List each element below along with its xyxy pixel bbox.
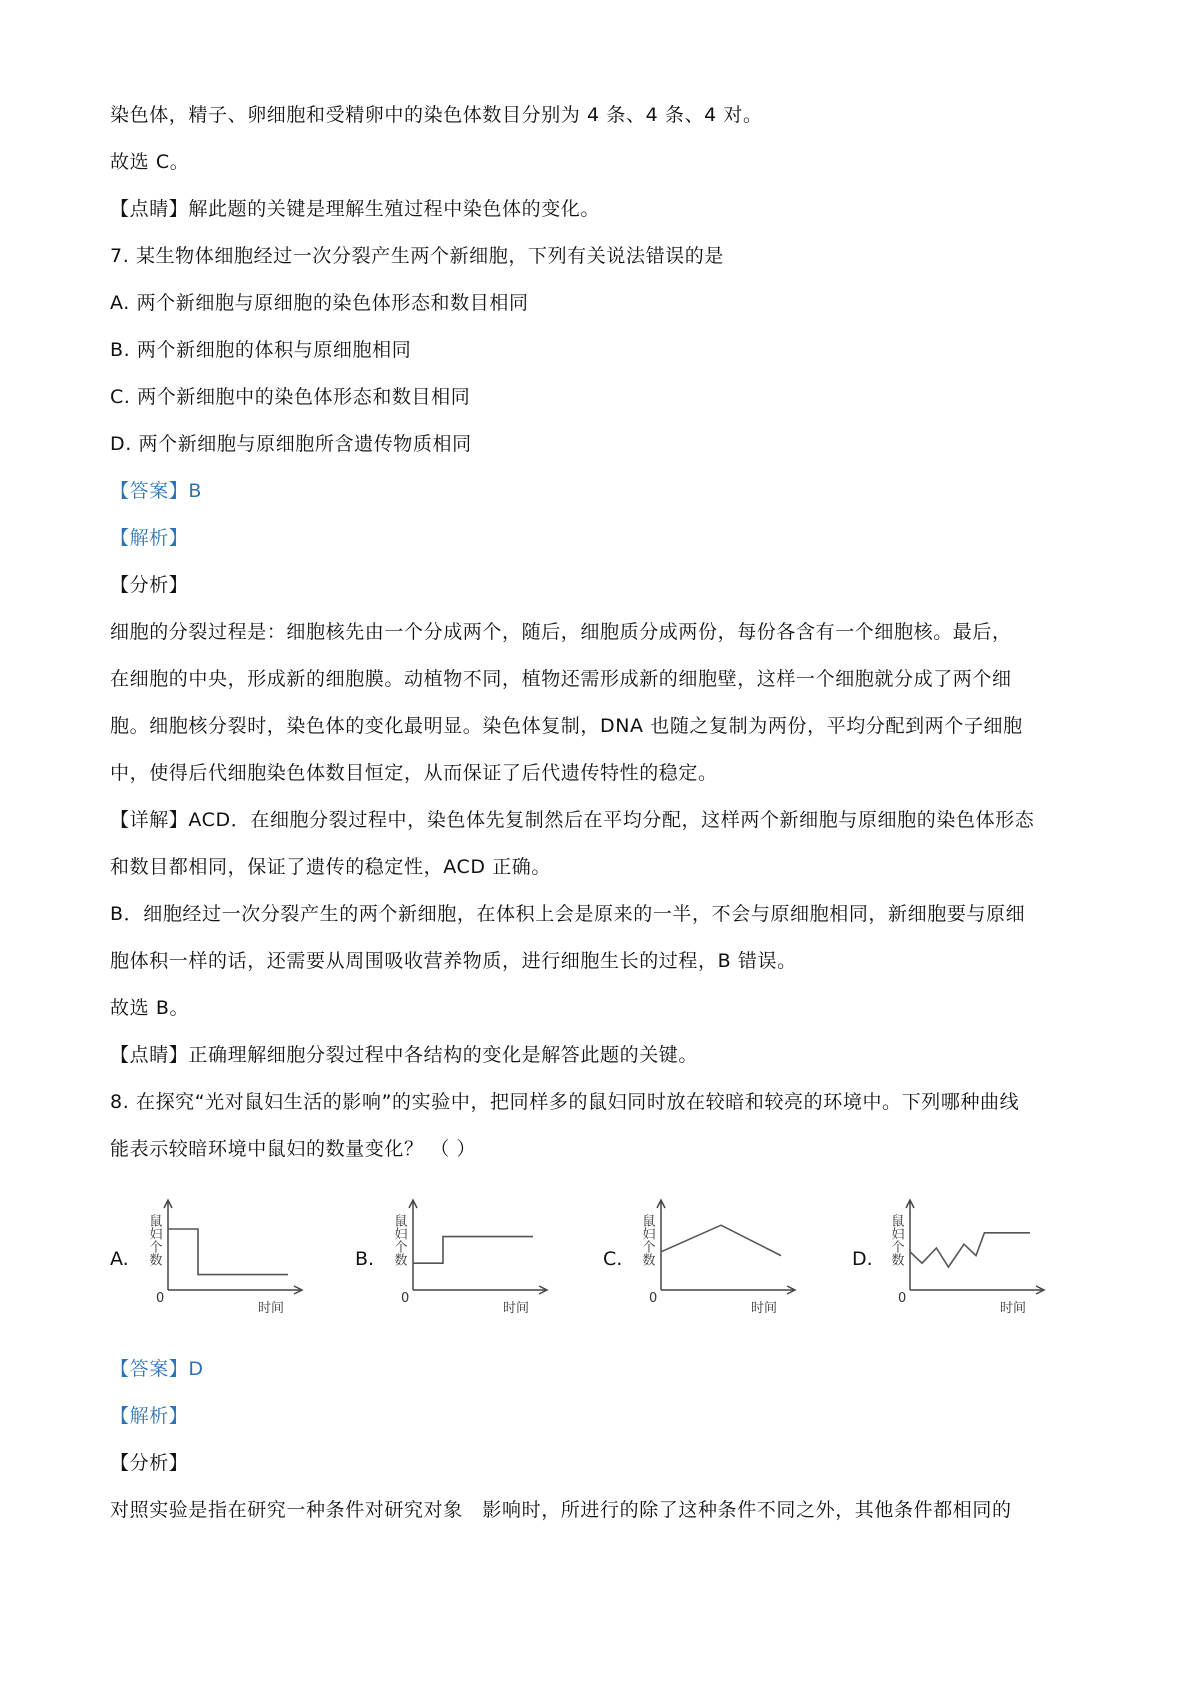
text-line: 故选 C。: [110, 151, 190, 173]
text-line: D. 两个新细胞与原细胞所含遗传物质相同: [110, 433, 472, 455]
graph-a: [140, 1195, 310, 1325]
fenxi-label: 【分析】: [110, 1452, 189, 1474]
text-line: 在细胞的中央，形成新的细胞膜。动植物不同，植物还需形成新的细胞壁，这样一个细胞就分成了两个细: [110, 668, 1012, 690]
text-line: 和数目都相同，保证了遗传的稳定性，ACD 正确。: [110, 856, 552, 878]
graph-d: [882, 1195, 1052, 1325]
text-line: 胞体积一样的话，还需要从周围吸收营养物质，进行细胞生长的过程，B 错误。: [110, 950, 797, 972]
origin-label: 0: [156, 1291, 165, 1306]
text-line: 能表示较暗环境中鼠妇的数量变化？ （ ）: [110, 1138, 477, 1160]
x-axis-label: 时间: [1000, 1301, 1027, 1316]
figure-d: [852, 1195, 1052, 1345]
text-line: 【点睛】解此题的关键是理解生殖过程中染色体的变化。: [110, 198, 601, 220]
text-line: 7. 某生物体细胞经过一次分裂产生两个新细胞，下列有关说法错误的是: [110, 245, 724, 267]
data-line: [413, 1237, 533, 1264]
analysis-label: 【解析】: [110, 1405, 189, 1427]
text-line: 【答案】B: [110, 480, 203, 502]
paragraph-line: 对照实验是指在研究一种条件对研究对象 影响时，所进行的除了这种条件不同之外，其他条件都相同的: [110, 1499, 1012, 1521]
origin-label: 0: [898, 1291, 907, 1306]
y-axis-label: 鼠妇个数: [639, 1214, 655, 1266]
data-line: [168, 1229, 288, 1275]
figure-label: C.: [603, 1248, 623, 1270]
figure-label: B.: [355, 1248, 375, 1270]
x-axis-label: 时间: [258, 1301, 285, 1316]
figure-b: [355, 1195, 555, 1345]
figure-label: D.: [852, 1248, 873, 1270]
origin-label: 0: [649, 1291, 658, 1306]
y-axis-label: 鼠妇个数: [391, 1214, 407, 1266]
figure-c: [603, 1195, 803, 1345]
y-axis-label: 鼠妇个数: [888, 1214, 904, 1266]
x-axis-label: 时间: [751, 1301, 778, 1316]
text-line: B. 两个新细胞的体积与原细胞相同: [110, 339, 412, 361]
text-line: 【解析】: [110, 527, 189, 549]
data-line: [661, 1225, 781, 1255]
answer-label: 【答案】D: [110, 1358, 204, 1380]
text-line: 染色体，精子、卵细胞和受精卵中的染色体数目分别为 4 条、4 条、4 对。: [110, 104, 763, 126]
text-line: 【详解】ACD．在细胞分裂过程中，染色体先复制然后在平均分配，这样两个新细胞与原细胞的染色体形态: [110, 809, 1035, 831]
text-line: 8. 在探究“光对鼠妇生活的影响”的实验中，把同样多的鼠妇同时放在较暗和较亮的环境中。下列哪种曲线: [110, 1091, 1020, 1113]
graph-c: [633, 1195, 803, 1325]
text-line: 故选 B。: [110, 997, 190, 1019]
text-line: 【分析】: [110, 574, 189, 596]
data-line: [910, 1233, 1030, 1267]
origin-label: 0: [401, 1291, 410, 1306]
figure-row: [0, 1195, 1200, 1345]
text-line: 【点睛】正确理解细胞分裂过程中各结构的变化是解答此题的关键。: [110, 1044, 699, 1066]
text-line: C. 两个新细胞中的染色体形态和数目相同: [110, 386, 471, 408]
text-line: A. 两个新细胞与原细胞的染色体形态和数目相同: [110, 292, 529, 314]
text-line: 中，使得后代细胞染色体数目恒定，从而保证了后代遗传特性的稳定。: [110, 762, 718, 784]
graph-b: [385, 1195, 555, 1325]
x-axis-label: 时间: [503, 1301, 530, 1316]
figure-label: A.: [110, 1248, 129, 1270]
y-axis-label: 鼠妇个数: [146, 1214, 162, 1266]
text-line: 细胞的分裂过程是：细胞核先由一个分成两个，随后，细胞质分成两份，每份各含有一个细胞核。最后，: [110, 621, 1012, 643]
figure-a: [110, 1195, 310, 1345]
text-line: 胞。细胞核分裂时，染色体的变化最明显。染色体复制，DNA 也随之复制为两份，平均分配到两个子细胞: [110, 715, 1023, 737]
text-line: B．细胞经过一次分裂产生的两个新细胞，在体积上会是原来的一半，不会与原细胞相同，新细胞要与原细: [110, 903, 1026, 925]
